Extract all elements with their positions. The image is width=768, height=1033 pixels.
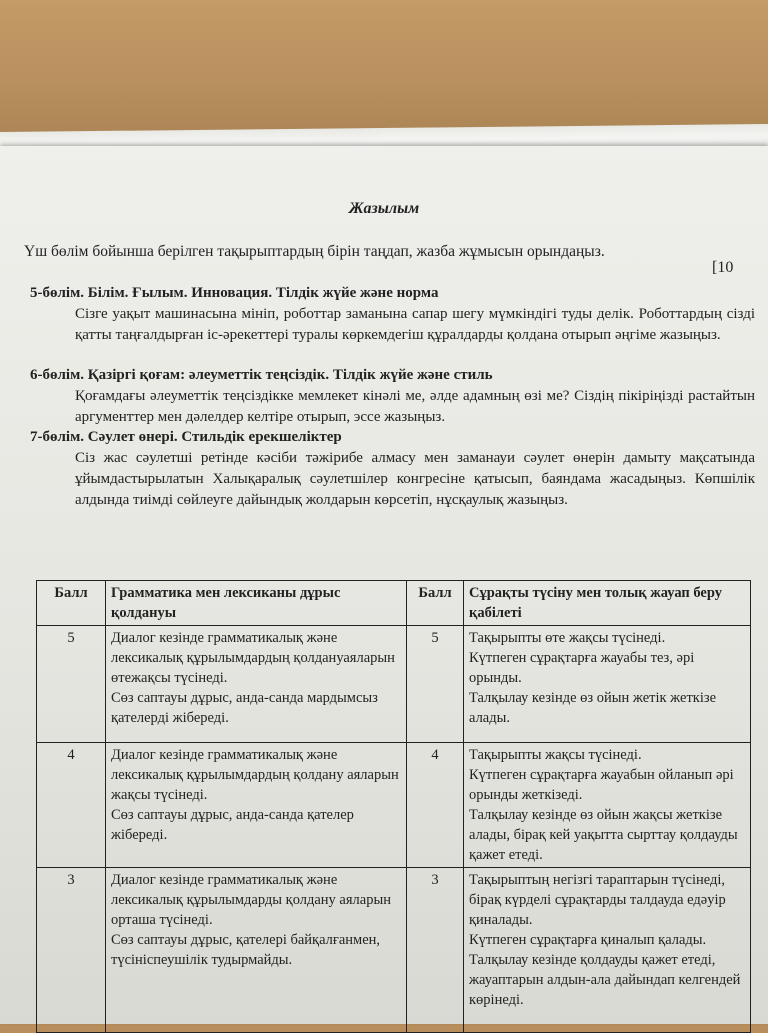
section-5-body: Сізге уақыт машинасына мініп, роботтар заманына сапар шегу мүмкіндігі туды делік. Роботтардың сізді қатты таңғалдырған іс-әрекеттері туралы көркемдегіш құралдарды қолдана отырып әңгіме жазыңыз. — [75, 306, 755, 343]
grammar-line: Диалог кезінде грамматикалық және лексикалық құрылымдардың қолдануаяларын өтежақсы түсінеді. — [111, 630, 395, 686]
score-cell: 5 — [407, 626, 464, 743]
understanding-line: Тақырыптың негізгі тараптарын түсінеді, бірақ күрделі сұрақтарды талдауда едәуір қиналады. — [469, 872, 726, 928]
grammar-line: Диалог кезінде грамматикалық және лексикалық құрылымдардың қолдану аяларын жақсы түсінеді. — [111, 747, 399, 803]
grammar-cell — [106, 868, 407, 1033]
understanding-line: Талқылау кезінде өз ойын жақсы жеткізе алады, бірақ кей уақытта сырттау қолдауды қажет етеді. — [469, 807, 738, 863]
instruction-text: Үш бөлім бойынша берілген тақырыптардың бірін таңдап, жазба жұмысын орындаңыз. — [24, 243, 605, 260]
points-label: [10 — [712, 259, 734, 276]
score-cell: 3 — [37, 868, 106, 1033]
understanding-cell — [464, 626, 751, 743]
grammar-line: Диалог кезінде грамматикалық және лексикалық құрылымдарды қолдану аяларын орташа түсінеді. — [111, 872, 391, 928]
section-7-body: Сіз жас сәулетші ретінде кәсіби тәжірибе алмасу мен заманауи сәулет өнерін дамыту мақсатында ұйымдастырылатын Халықаралық сәулетшілер конгресіне қатысып, баяндама жасадыңыз. Көпшілік алдында тиімді сөйлеуге дайындық жолдарын көрсетіп, нұсқаулық жазыңыз. — [75, 450, 755, 508]
table-row — [37, 743, 751, 868]
grammar-line: Сөз саптауы дұрыс, қателері байқалғанмен, түсініспеушілік тудырмайды. — [111, 932, 381, 968]
grading-table — [36, 580, 751, 1033]
understanding-line: Күтпеген сұрақтарға жауабын ойланып әрі орынды жеткізеді. — [469, 767, 734, 803]
score-cell: 4 — [37, 743, 106, 868]
grammar-line: Сөз саптауы дұрыс, анда-санда мардымсыз қателерді жібереді. — [111, 690, 378, 726]
table-row — [37, 868, 751, 1033]
section-6-heading: 6-бөлім. Қазіргі қоғам: әлеуметтік теңсіздік. Тілдік жүйе және стиль — [30, 367, 493, 383]
section-7-heading: 7-бөлім. Сәулет өнері. Стильдік ерекшеліктер — [30, 429, 342, 445]
grammar-cell — [106, 743, 407, 868]
understanding-line: Тақырыпты жақсы түсінеді. — [469, 747, 642, 763]
header-score-1: Балл — [37, 581, 106, 626]
header-grammar: Грамматика мен лексиканы дұрыс қолдануы — [106, 581, 407, 626]
understanding-line: Талқылау кезінде өз ойын жетік жеткізе алады. — [469, 690, 717, 726]
understanding-line: Талқылау кезінде қолдауды қажет етеді, жауаптарын алдын-ала дайындап келгендей көрінеді. — [469, 952, 741, 1008]
header-understanding: Сұрақты түсіну мен толық жауап беру қабілеті — [464, 581, 751, 626]
understanding-line: Күтпеген сұрақтарға жауабы тез, әрі орынды. — [469, 650, 695, 686]
score-cell: 3 — [407, 868, 464, 1033]
section-6-body: Қоғамдағы әлеуметтік теңсіздікке мемлекет кінәлі ме, әлде адамның өзі ме? Сіздің пікіріңізді растайтын аргументтер мен дәлелдер келтіре отырып, эссе жазыңыз. — [75, 388, 755, 425]
understanding-cell — [464, 868, 751, 1033]
understanding-cell — [464, 743, 751, 868]
grammar-line: Сөз саптауы дұрыс, анда-санда қателер жібереді. — [111, 807, 354, 843]
table-header-row — [37, 581, 751, 626]
understanding-line: Күтпеген сұрақтарға қиналып қалады. — [469, 932, 707, 948]
score-cell: 4 — [407, 743, 464, 868]
grammar-cell — [106, 626, 407, 743]
score-cell: 5 — [37, 626, 106, 743]
header-score-2: Балл — [407, 581, 464, 626]
table-row — [37, 626, 751, 743]
section-5-heading: 5-бөлім. Білім. Ғылым. Инновация. Тілдік жүйе және норма — [30, 285, 439, 301]
understanding-line: Тақырыпты өте жақсы түсінеді. — [469, 630, 666, 646]
page-title: Жазылым — [348, 200, 420, 217]
